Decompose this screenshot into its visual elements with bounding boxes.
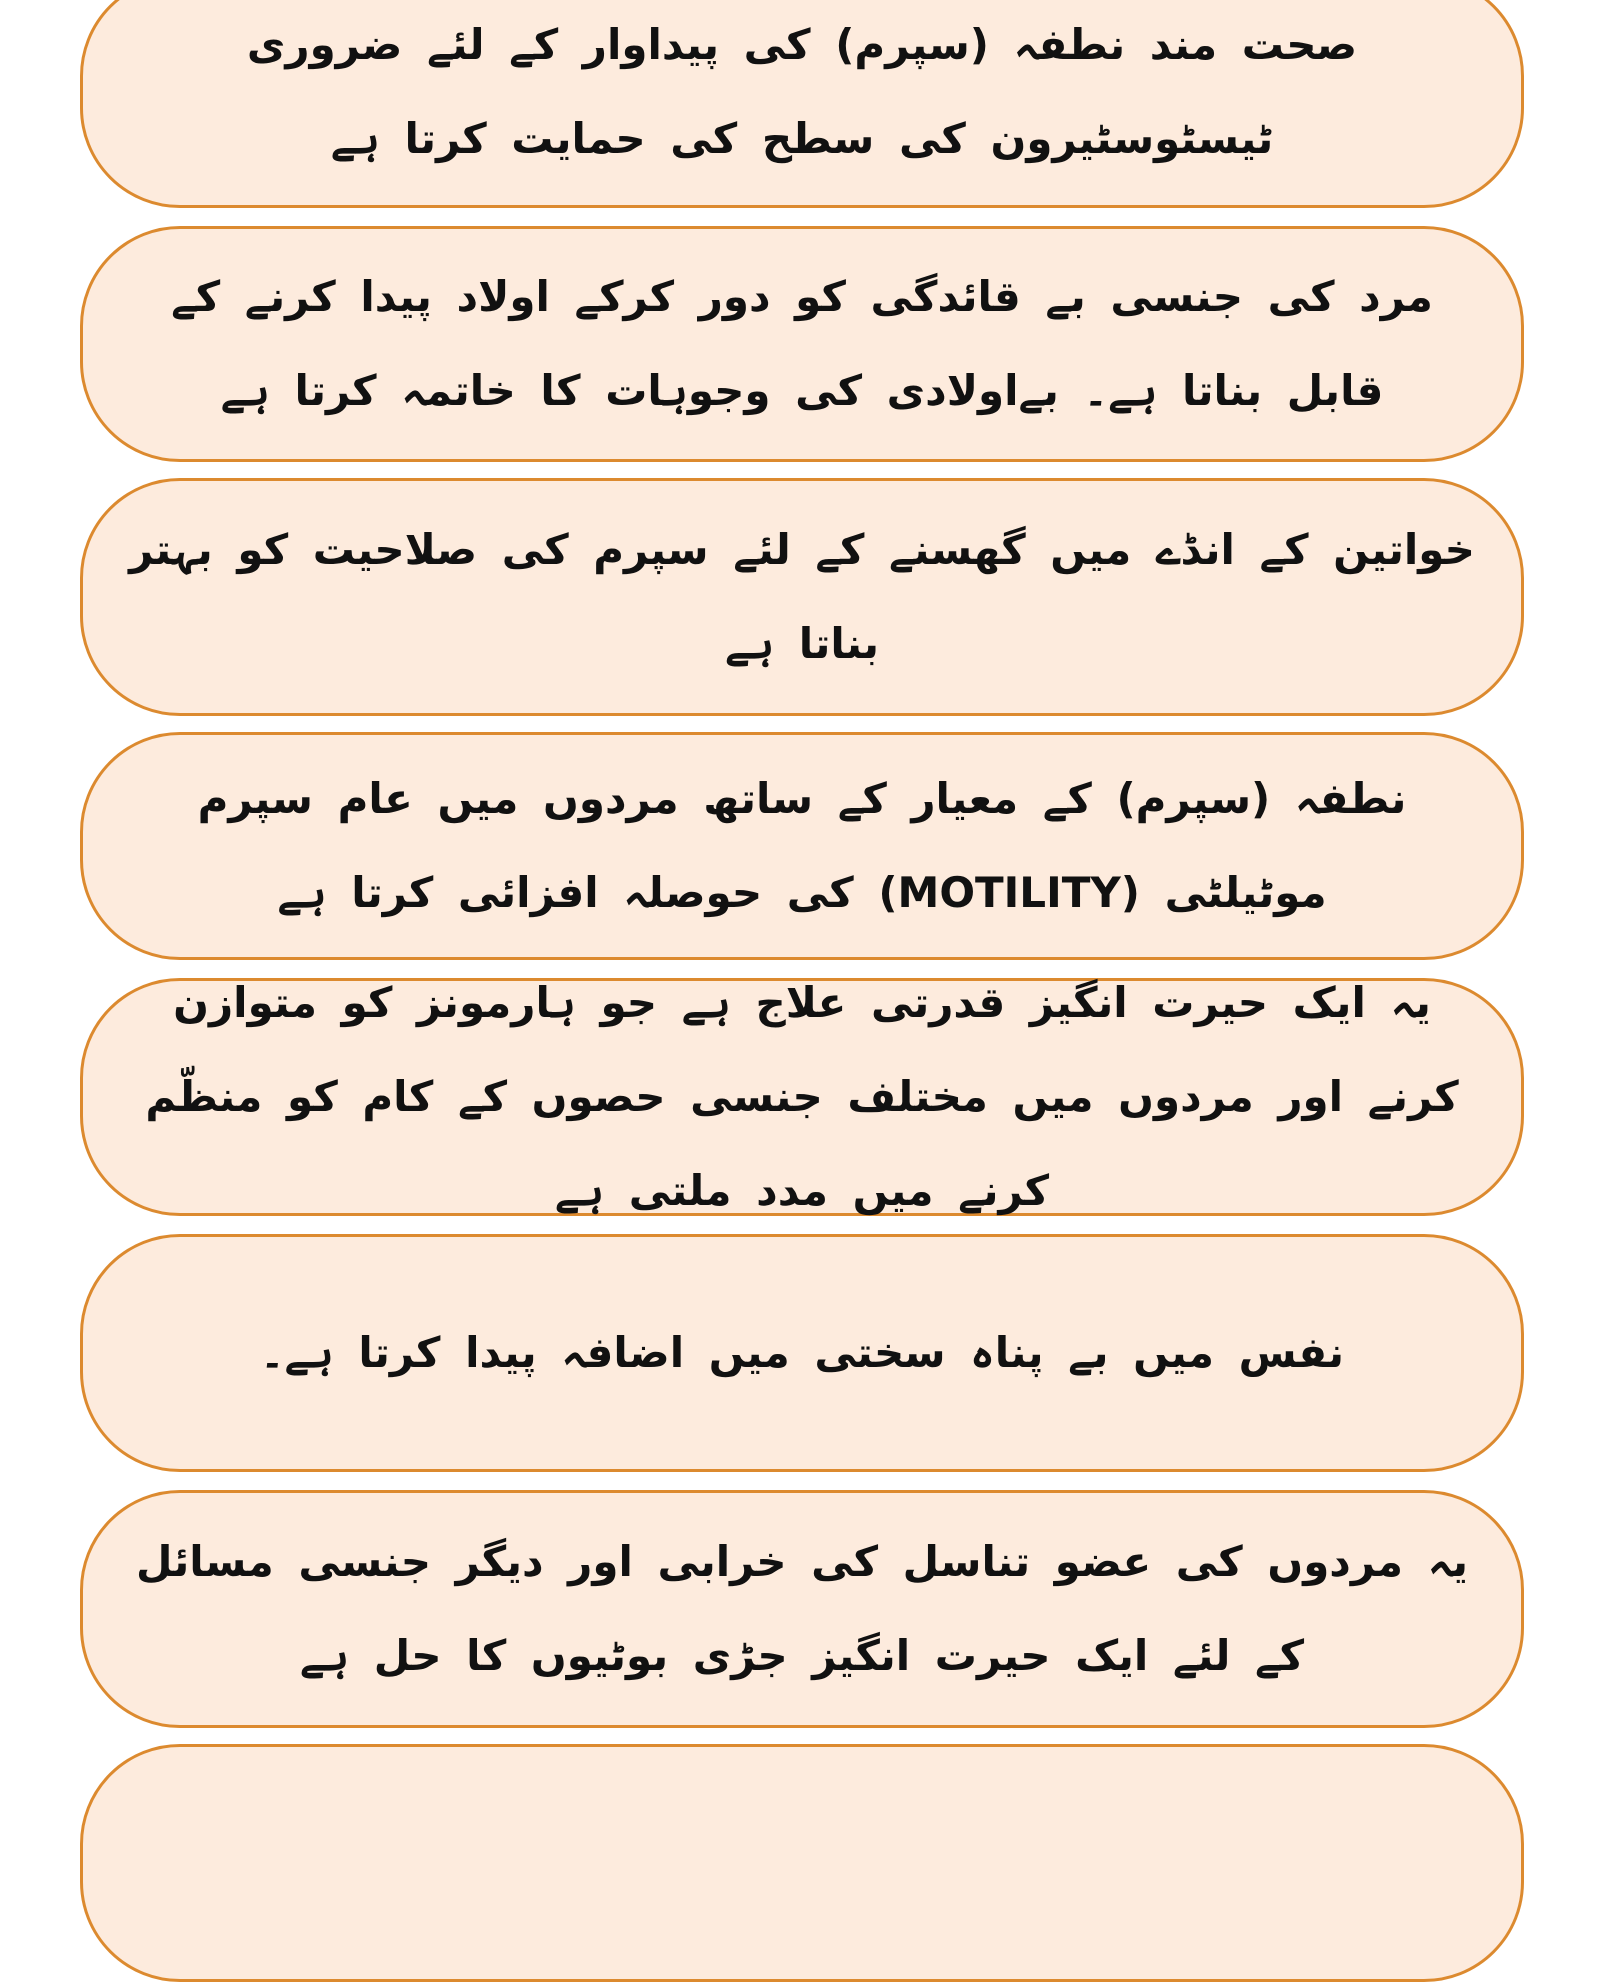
benefit-text: نطفہ (سپرم) کے معیار کے ساتھ مردوں میں عام سپرم موٹیلٹی (MOTILITY) کی حوصلہ افزائی کرتا ہے [197,774,1407,917]
benefit-card-partial [80,1744,1524,1982]
benefit-text: خواتین کے انڈے میں گھسنے کے لئے سپرم کی صلاحیت کو بہتر بناتا ہے [129,525,1475,668]
benefit-text: مرد کی جنسی بے قائدگی کو دور کرکے اولاد پیدا کرنے کے قابل بناتا ہے۔ بےاولادی کی وجوہات کا خاتمہ کرتا ہے [171,272,1433,415]
benefit-text: یہ مردوں کی عضو تناسل کی خرابی اور دیگر جنسی مسائل کے لئے ایک حیرت انگیز جڑی بوٹیوں کا حل ہے [136,1537,1468,1680]
benefit-card [80,978,1524,1216]
benefit-text: نفس میں بے پناہ سختی میں اضافہ پیدا کرتا ہے۔ [259,1328,1345,1377]
benefit-card [80,0,1524,208]
benefit-text: یہ ایک حیرت انگیز قدرتی علاج ہے جو ہارمونز کو متوازن کرنے اور مردوں میں مختلف جنسی حصوں کے کام کو منظّم کرنے میں مدد ملتی ہے [145,978,1459,1215]
benefit-text: صحت مند نطفہ (سپرم) کی پیداوار کے لئے ضروری ٹیسٹوسٹیرون کی سطح کی حمایت کرتا ہے [246,20,1358,163]
benefit-card [80,226,1524,462]
benefit-card [80,478,1524,716]
benefit-card [80,1490,1524,1728]
benefit-card [80,732,1524,960]
benefit-card [80,1234,1524,1472]
